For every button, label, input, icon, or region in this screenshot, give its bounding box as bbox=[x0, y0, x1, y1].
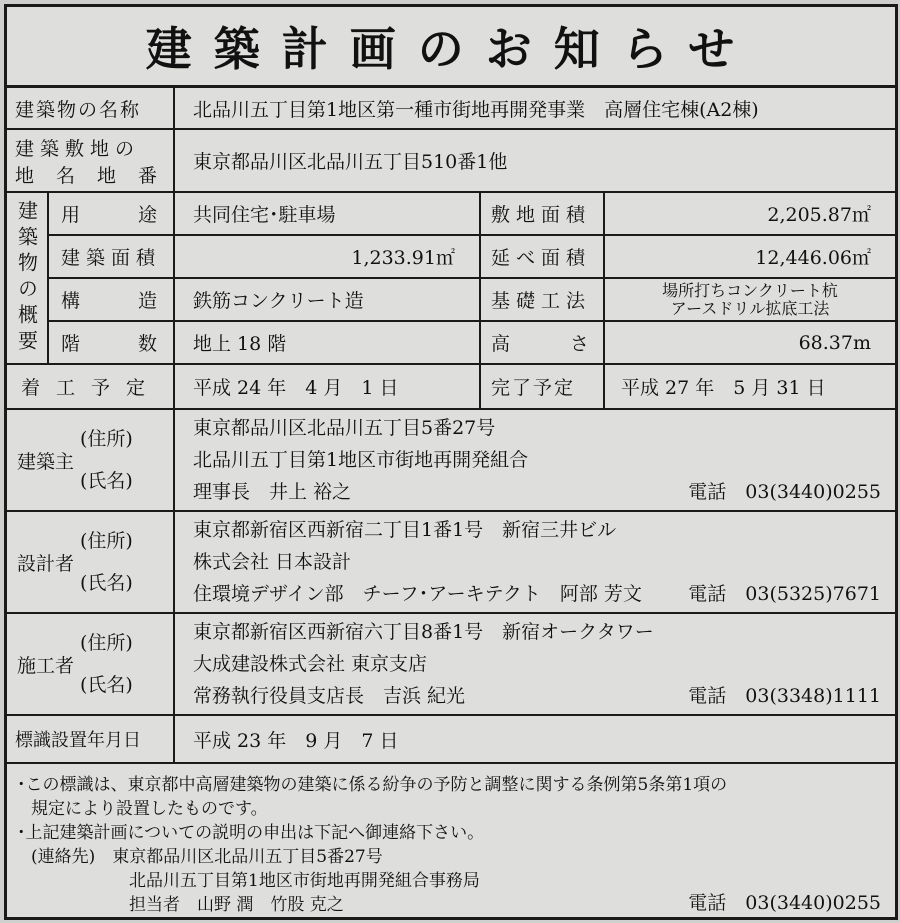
foundation-label: 基礎工法 bbox=[481, 279, 605, 322]
foundation-value bbox=[605, 279, 895, 322]
floors-label: 階数 bbox=[49, 322, 175, 365]
contractor-label-cell bbox=[7, 614, 175, 716]
start-value: 平成 24 年 4 月 1 日 bbox=[175, 365, 481, 410]
building-name-value: 北品川五丁目第1地区第一種市街地再開発事業 高層住宅棟(A2棟) bbox=[175, 88, 895, 130]
contractor-line3: 常務執行役員支店長 吉浜 紀光 bbox=[193, 685, 466, 707]
owner-line2: 北品川五丁目第1地区市街地再開発組合 bbox=[193, 449, 529, 471]
note-1b: 規定により設置したものです。 bbox=[31, 799, 268, 819]
height-label: 高さ bbox=[481, 322, 605, 365]
designer-name-label: (氏名) bbox=[80, 572, 133, 594]
total-floor-area-value: 12,446.06㎡ bbox=[605, 236, 895, 279]
notice-title: 建築計画のお知らせ bbox=[7, 7, 895, 88]
site-label-line1: 建築敷地の bbox=[15, 137, 141, 160]
structure-label: 構造 bbox=[49, 279, 175, 322]
structure-value: 鉄筋コンクリート造 bbox=[175, 279, 481, 322]
height-value: 68.37m bbox=[605, 322, 895, 365]
start-label: 着工予定 bbox=[7, 365, 175, 410]
contractor-name-label: (氏名) bbox=[80, 674, 133, 696]
completion-value: 平成 27 年 5 月 31 日 bbox=[605, 365, 895, 410]
contractor-info bbox=[175, 614, 895, 716]
site-value: 東京都品川区北品川五丁目510番1他 bbox=[175, 130, 895, 193]
designer-addr-label: (住所) bbox=[80, 530, 133, 552]
owner-label-cell bbox=[7, 410, 175, 512]
owner-addr-label: (住所) bbox=[80, 428, 133, 450]
sign-date-value: 平成 23 年 9 月 7 日 bbox=[175, 716, 895, 764]
contact-1: (連絡先) 東京都品川区北品川五丁目5番27号 bbox=[31, 847, 383, 867]
note-2: ･上記建築計画についての説明の申出は下記へ御連絡下さい。 bbox=[17, 823, 485, 843]
foundation-line1: 場所打ちコンクリート杭 bbox=[662, 280, 838, 300]
owner-info bbox=[175, 410, 895, 512]
notice-board bbox=[4, 4, 898, 920]
sign-date-label: 標識設置年月日 bbox=[7, 716, 175, 764]
note-1a: ･この標識は、東京都中高層建築物の建築に係る紛争の予防と調整に関する条例第5条第1項の bbox=[17, 775, 728, 795]
owner-name-label: (氏名) bbox=[80, 470, 133, 492]
site-area-label: 敷地面積 bbox=[481, 193, 605, 236]
notes-section bbox=[7, 767, 895, 917]
contractor-phone: 電話 03(3348)1111 bbox=[688, 685, 881, 707]
contact-phone: 電話 03(3440)0255 bbox=[688, 892, 881, 914]
total-floor-area-label: 延べ面積 bbox=[481, 236, 605, 279]
contractor-addr-label: (住所) bbox=[80, 632, 133, 654]
owner-line1: 東京都品川区北品川五丁目5番27号 bbox=[193, 417, 496, 439]
contact-3: 担当者 山野 潤 竹股 克之 bbox=[129, 895, 344, 915]
contractor-line1: 東京都新宿区西新宿六丁目8番1号 新宿オークタワー bbox=[193, 621, 654, 643]
contact-2: 北品川五丁目第1地区市街地再開発組合事務局 bbox=[129, 871, 480, 891]
designer-info bbox=[175, 512, 895, 614]
building-name-label: 建築物の名称 bbox=[7, 88, 175, 130]
designer-line3: 住環境デザイン部 チーフ･アーキテクト 阿部 芳文 bbox=[193, 583, 642, 605]
floors-value: 地上 18 階 bbox=[175, 322, 481, 365]
contractor-line2: 大成建設株式会社 東京支店 bbox=[193, 653, 428, 675]
building-area-value: 1,233.91㎡ bbox=[175, 236, 481, 279]
site-label-line2: 地名地番 bbox=[15, 164, 180, 187]
building-area-label: 建築面積 bbox=[49, 236, 175, 279]
use-label: 用途 bbox=[49, 193, 175, 236]
site-label bbox=[7, 130, 180, 193]
completion-label: 完了予定 bbox=[481, 365, 605, 410]
owner-phone: 電話 03(3440)0255 bbox=[688, 481, 881, 503]
foundation-line2: アースドリル拡底工法 bbox=[670, 298, 830, 318]
use-value: 共同住宅･駐車場 bbox=[175, 193, 481, 236]
contractor-label: 施工者 bbox=[17, 654, 75, 677]
designer-label: 設計者 bbox=[17, 552, 75, 575]
site-area-value: 2,205.87㎡ bbox=[605, 193, 895, 236]
designer-label-cell bbox=[7, 512, 175, 614]
designer-line2: 株式会社 日本設計 bbox=[193, 551, 352, 573]
designer-line1: 東京都新宿区西新宿二丁目1番1号 新宿三井ビル bbox=[193, 519, 617, 541]
designer-phone: 電話 03(5325)7671 bbox=[688, 583, 881, 605]
overview-group-label: 建築物の概要 bbox=[7, 193, 49, 365]
owner-label: 建築主 bbox=[17, 450, 75, 473]
owner-line3: 理事長 井上 裕之 bbox=[193, 481, 352, 503]
